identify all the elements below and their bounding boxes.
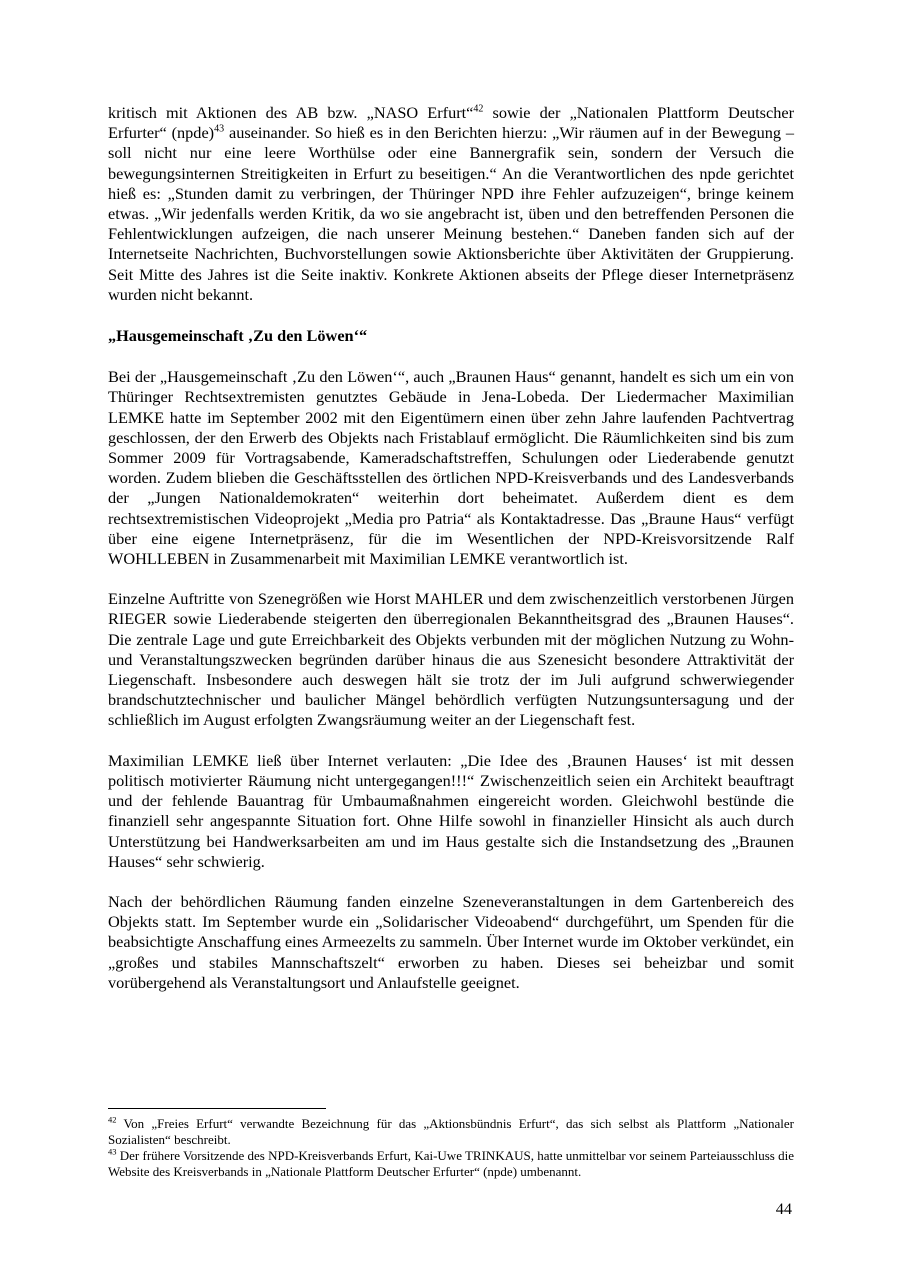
footnote-ref-42[interactable]: 42 bbox=[473, 103, 484, 115]
paragraph-braunes-haus: Bei der „Hausgemeinschaft ‚Zu den Löwen‘“, auch „Braunen Haus“ genannt, handelt es sich um ein von Thüringer Rechtsextremisten genutztes Gebäude in Jena-Lobeda. Der Liedermacher Maximilian LEMKE hatte im September 2002 mit den Eigentümern einen über zehn Jahre laufenden Pachtvertrag geschlossen, der den Erwerb des Objekts nach Fristablauf ermöglicht. Die Räumlichkeiten sind bis zum Sommer 2009 für Vortragsabende, Kameradschaftstreffen, Schulungen oder Liederabende genutzt worden. Zudem blieben die Geschäftsstellen des örtlichen NPD-Kreisverbands und des Landesverbands der „Jungen Nationaldemokraten“ weiterhin dort beheimatet. Außerdem dient es dem rechtsextremistischen Videoprojekt „Media pro Patria“ als Kontaktadresse. Das „Braune Haus“ verfügt über eine eigene Internetpräsenz, für die im Wesentlichen der NPD-Kreisvorsitzende Ralf WOHLLEBEN in Zusammenarbeit mit Maximilian LEMKE verantwortlich ist. bbox=[108, 367, 794, 569]
paragraph-raeumung: Nach der behördlichen Räumung fanden einzelne Szeneveranstaltungen in dem Gartenbereich des Objekts statt. Im September wurde ein „Solidarischer Videoabend“ durchgeführt, um Spenden für die beabsichtigte Anschaffung eines Armeezelts zu sammeln. Über Internet wurde im Oktober verkündet, ein „großes und stabiles Mannschaftszelt“ erworben zu haben. Dieses sei beheizbar und somit vorübergehend als Veranstaltungsort und Anlaufstelle geeignet. bbox=[108, 891, 795, 992]
body-text bbox=[108, 103, 794, 993]
paragraph-npde: kritisch mit Aktionen des AB bzw. „NASO Erfurt“$^{42}$ sowie der „Nationalen Plattform Deutscher Erfurter“ (npde)$^{43}$ auseinander. So hieß es in den Berichten hierzu: „Wir räumen auf in der Bewegung – soll nicht nur eine leere Worthülse oder eine Bannergrafik sein, sondern der Versuch die bewegungsinternen Streitigkeiten in Erfurt zu beseitigen.“ An die Verantwortlichen des npde gerichtet hieß es: „Stunden damit zu verbringen, der Thüringer NPD ihre Fehler aufzuzeigen“, bringe keinem etwas. „Wir jedenfalls werden Kritik, da wo sie angebracht ist, üben und den betreffenden Personen die Fehlentwicklungen aufzeigen, die nach unserer Meinung bestehen.“ Daneben fanden sich auf der Internetseite Nachrichten, Buchvorstellungen sowie Aktionsberichte über Aktivitäten der Gruppierung. Seit Mitte des Jahres ist die Seite inaktiv. Konkrete Aktionen abseits der Pflege dieser Internetpräsenz wurden nicht bekannt. bbox=[108, 103, 795, 304]
footnote-divider bbox=[108, 1108, 326, 1109]
section-heading: „Hausgemeinschaft ‚Zu den Löwen‘“ bbox=[108, 326, 368, 346]
footnotes bbox=[108, 1108, 794, 1180]
paragraph-auftritte: Einzelne Auftritte von Szenegrößen wie Horst MAHLER und dem zwischenzeitlich verstorbenen Jürgen RIEGER sowie Liederabende steigerten den überregionalen Bekanntheitsgrad des „Braunen Hauses“. Die zentrale Lage und gute Erreichbarkeit des Objekts verbunden mit der möglichen Nutzung zu Wohn- und Veranstaltungszwecken begründen darüber hinaus die aus Szenesicht besondere Attraktivität der Liegenschaft. Insbesondere auch deswegen hält sie trotz der im Juli aufgrund schwerwiegender brandschutztechnischer und baulicher Mängel behördlich verfügten Nutzungsuntersagung und der schließlich im August erfolgten Zwangsräumung weiter an der Liegenschaft fest. bbox=[108, 589, 794, 730]
footnote-42: $^{42}$ Von „Freies Erfurt“ verwandte Bezeichnung für das „Aktionsbündnis Erfurt“, das sich selbst als Plattform „Nationaler Sozialisten“ beschreibt. bbox=[108, 1114, 794, 1147]
footnote-43: $^{43}$ Der frühere Vorsitzende des NPD-Kreisverbands Erfurt, Kai-Uwe TRINKAUS, hatte unmittelbar vor seinem Parteiausschluss die Website des Kreisverbands in „Nationale Plattform Deutscher Erfurter“ (npde) umbenannt. bbox=[108, 1146, 794, 1179]
footnote-ref-43[interactable]: 43 bbox=[214, 123, 225, 135]
page-number: 44 bbox=[775, 1199, 792, 1218]
paragraph-lemke: Maximilian LEMKE ließ über Internet verlauten: „Die Idee des ‚Braunen Hauses‘ ist mit dessen politisch motivierter Räumung nicht untergegangen!!!“ Zwischenzeitlich seien ein Architekt beauftragt und der fehlende Bauantrag für Umbaumaßnahmen eingereicht worden. Gleichwohl bestünde die finanziell sehr angespannte Situation fort. Ohne Hilfe sowohl in finanzieller Hinsicht als auch durch Unterstützung bei Handwerksarbeiten am und im Haus gestalte sich die Instandsetzung des „Braunen Hauses“ sehr schwierig. bbox=[108, 750, 794, 871]
